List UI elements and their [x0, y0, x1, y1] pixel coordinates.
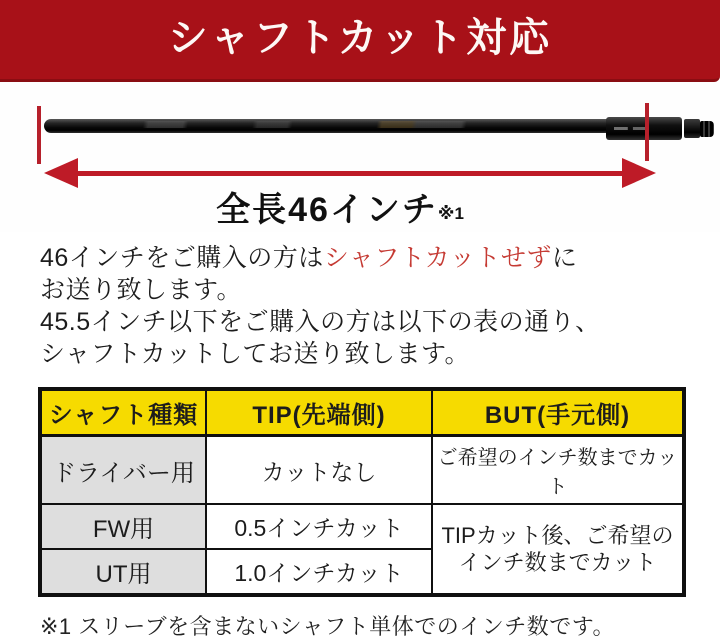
golf-shaft-image [44, 119, 610, 133]
description-line-4: シャフトカットしてお送り致します。 [40, 340, 471, 368]
shaft-measurement-figure [0, 82, 720, 232]
table-row-driver [40, 436, 684, 505]
measurement-end-line-right [645, 103, 649, 161]
description-line-2: お送り致します。 [40, 276, 243, 304]
merged-but-line-1: TIPカット後、ご希望の [441, 523, 674, 548]
table-row-fw [40, 504, 684, 549]
footnote-ref: ※1 [437, 204, 464, 223]
total-length-label [0, 182, 680, 231]
cell-driver-but: ご希望のインチ数までカット [432, 436, 684, 505]
shaft-adapter-sleeve [606, 117, 682, 140]
merged-but-line-2: インチ数までカット [458, 550, 657, 575]
footnote-text: ※1 スリーブを含まないシャフト単体でのインチ数です。 [40, 614, 615, 639]
measurement-end-line-left [37, 106, 41, 164]
banner [0, 0, 720, 82]
shaft-tip-cap [700, 121, 714, 137]
cell-driver-tip: カットなし [206, 436, 432, 505]
cell-fw-ut-but-merged [432, 504, 684, 595]
cell-ut-tip: 1.0インチカット [206, 549, 432, 595]
header-shaft-type: シャフト種類 [40, 389, 206, 436]
shaft-adapter-segment [684, 119, 700, 138]
total-length-text: 全長46インチ [216, 191, 438, 229]
description-line-3: 45.5インチ以下をご購入の方は以下の表の通り、 [40, 308, 601, 336]
cell-fw-type: FW用 [40, 504, 206, 549]
table-header-row [40, 389, 684, 436]
description-text [40, 242, 682, 370]
no-cut-highlight: シャフトカットせず [323, 244, 552, 272]
cell-fw-tip: 0.5インチカット [206, 504, 432, 549]
header-but-side: BUT(手元側) [432, 389, 684, 436]
measurement-arrow-line [68, 171, 628, 176]
description-line-1: 46インチをご購入の方はシャフトカットせずに [40, 244, 578, 272]
page-title: シャフトカット対応 [167, 15, 553, 60]
shaft-cut-table [38, 387, 686, 597]
cell-ut-type: UT用 [40, 549, 206, 595]
cell-driver-type: ドライバー用 [40, 436, 206, 505]
header-tip-side: TIP(先端側) [206, 389, 432, 436]
